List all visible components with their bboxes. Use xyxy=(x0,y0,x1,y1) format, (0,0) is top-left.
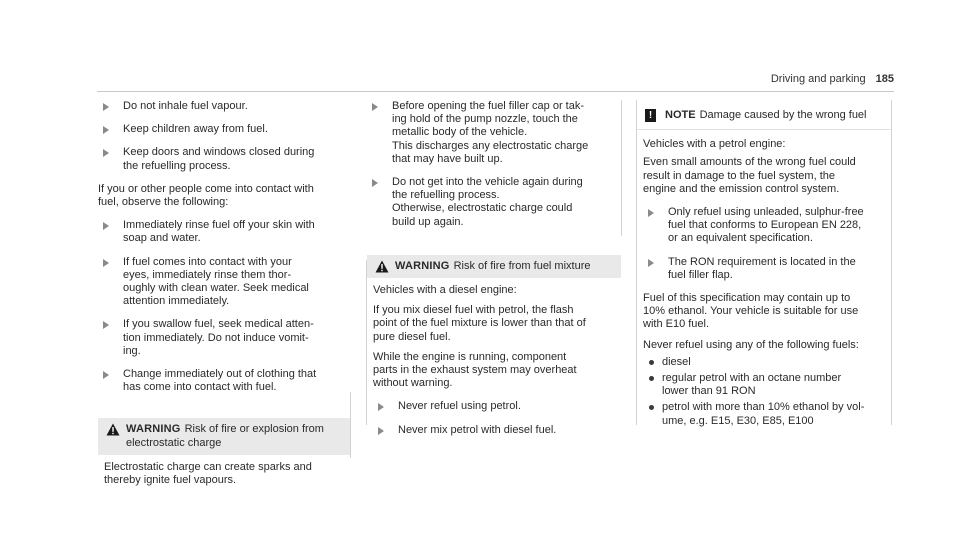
column-divider xyxy=(891,100,892,425)
intro-paragraph: If you or other people come into contact with fuel, observe the following: xyxy=(98,182,314,209)
bullet-item: Keep children away from fuel. xyxy=(98,123,350,136)
section-title: Driving and parking xyxy=(770,73,866,85)
note-label: NOTE xyxy=(665,109,696,121)
warning-body: Vehicles with a diesel engine: If you mix diesel fuel with petrol, the flash point of the fuel mixture is lower than that of pure diesel fuel. While the engine is running, component parts in the exhaust system may overheat without warning. Never refuel using petrol. Never mix petrol with diesel fuel. xyxy=(367,278,621,449)
bullet-item: Before opening the fuel filler cap or tak- ing hold of the pump nozzle, touch the metallic body of the vehicle. This discharges any electrostatic charge that may have built up. xyxy=(367,100,621,166)
column-1 xyxy=(98,100,350,489)
bullet-item: The RON requirement is located in the fuel filler flap. xyxy=(643,256,885,282)
list-item: regular petrol with an octane number lower than 91 RON xyxy=(643,372,885,398)
exclamation-icon: ! xyxy=(645,109,656,122)
note-body: Vehicles with a petrol engine: Even small amounts of the wrong fuel could result in damage to the fuel system, the engine and the emission control system. Only refuel using unleaded, sulphur-free fuel that conforms to European EN 228, or an equivalent specification. The RON requirement is located in the fuel filler flap. Fuel of this specification may contain up to 10% ethanol. Your vehicle is suitable for use with E10 fuel. Never refuel using any of the following fuels: diesel regular petrol with an octane number lower than 91 RON petrol with more than 10% ethanol by vol- ume, e.g. E15, E30, E85, E100 xyxy=(637,130,891,428)
column-3 xyxy=(637,100,891,431)
page-number: 185 xyxy=(875,73,894,85)
bullet-arrow-icon xyxy=(103,321,109,329)
list-item: petrol with more than 10% ethanol by vol- ume, e.g. E15, E30, E85, E100 xyxy=(643,401,885,427)
bullet-item: Only refuel using unleaded, sulphur-free fuel that conforms to European EN 228, or an equivalent specification. xyxy=(643,206,885,246)
bullet-dot-icon xyxy=(649,376,654,381)
column-divider xyxy=(621,100,622,236)
bullet-arrow-icon xyxy=(103,222,109,230)
bullet-arrow-icon xyxy=(378,427,384,435)
bullet-item: If fuel comes into contact with your eyes, immediately rinse them thor- oughly with clean water. Seek medical attention immediately. xyxy=(98,256,350,309)
bullet-arrow-icon xyxy=(103,126,109,134)
warning-box xyxy=(98,418,350,489)
bullet-item: Do not get into the vehicle again during the refuelling process. Otherwise, electrostatic charge could build up again. xyxy=(367,176,621,229)
bullet-dot-icon xyxy=(649,360,654,365)
list-item: diesel xyxy=(643,356,885,369)
bullet-arrow-icon xyxy=(103,149,109,157)
note-header: ! NOTE Damage caused by the wrong fuel xyxy=(637,100,891,130)
bullet-arrow-icon xyxy=(103,259,109,267)
warning-header: WARNING Risk of fire or explosion from electrostatic charge xyxy=(98,418,350,454)
warning-triangle-icon xyxy=(106,423,120,436)
bullet-item: Never mix petrol with diesel fuel. xyxy=(373,424,615,437)
header-rule xyxy=(97,91,894,92)
bullet-item: Do not inhale fuel vapour. xyxy=(98,100,350,113)
warning-label: WARNING xyxy=(126,423,181,436)
bullet-item: Keep doors and windows closed during the refuelling process. xyxy=(98,146,350,172)
bullet-arrow-icon xyxy=(648,209,654,217)
column-divider xyxy=(366,260,367,425)
warning-header: WARNING Risk of fire from fuel mixture xyxy=(367,255,621,278)
bullet-item: Change immediately out of clothing that has come into contact with fuel. xyxy=(98,368,350,394)
bullet-arrow-icon xyxy=(103,371,109,379)
bullet-arrow-icon xyxy=(372,179,378,187)
bullet-dot-icon xyxy=(649,405,654,410)
warning-body: Electrostatic charge can create sparks and thereby ignite fuel vapours. xyxy=(104,460,312,487)
column-divider xyxy=(636,100,637,425)
warning-box xyxy=(367,255,621,449)
column-divider xyxy=(350,392,351,458)
warning-triangle-icon xyxy=(375,260,389,273)
bullet-item: If you swallow fuel, seek medical atten- tion immediately. Do not induce vomit- ing. xyxy=(98,318,350,358)
bullet-arrow-icon xyxy=(648,259,654,267)
warning-label: WARNING xyxy=(395,259,450,272)
bullet-item: Never refuel using petrol. xyxy=(373,400,615,413)
page-header xyxy=(0,0,960,92)
bullet-arrow-icon xyxy=(378,403,384,411)
column-2 xyxy=(367,100,621,449)
running-header xyxy=(771,73,894,85)
bullet-arrow-icon xyxy=(372,103,378,111)
bullet-item: Immediately rinse fuel off your skin with soap and water. xyxy=(98,219,350,245)
bullet-arrow-icon xyxy=(103,103,109,111)
